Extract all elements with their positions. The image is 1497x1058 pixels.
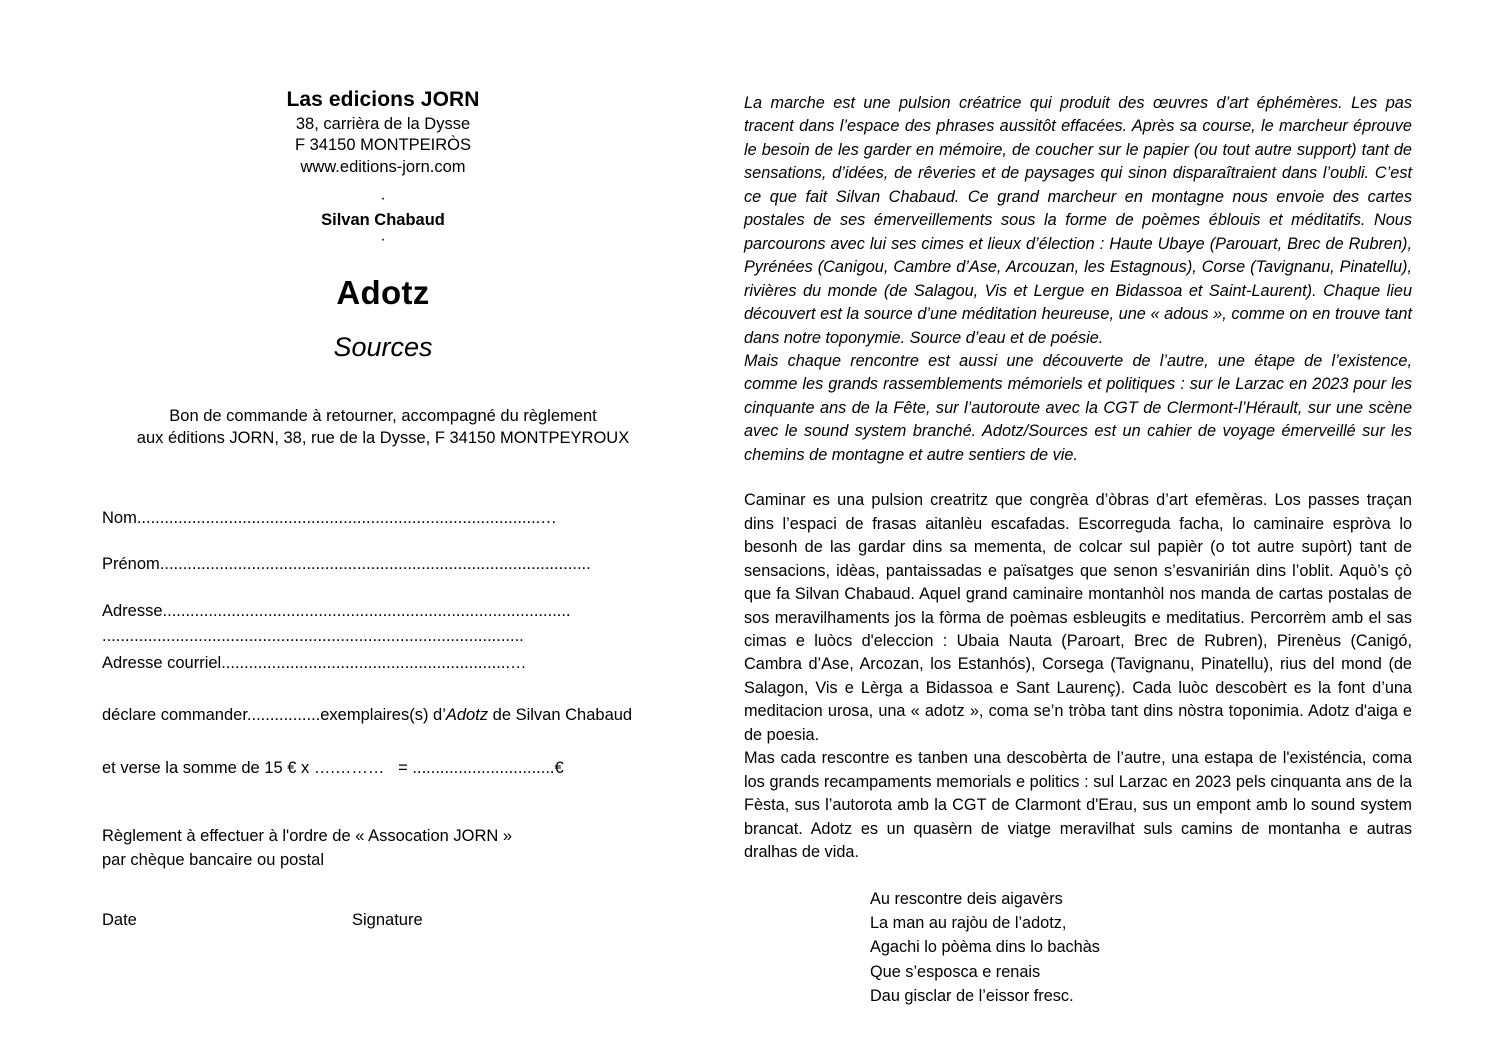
publisher-block	[78, 86, 688, 179]
paragraph-occitan-2: Mas cada rescontre es tanben una descobèrta de l’autre, una estapa de l'existéncia, coma los grands recampaments memorials e politics : sul Larzac en 2023 pels cinquanta ans de la Fèsta, sus l’autorota amb la CGT de Clarmont d'Erau, sus un empont amb lo sound system brancat. Adotz es un quasèrn de viatge meravilhat suls camins de montanha e autras dralhas de vida.	[744, 749, 1412, 862]
order-instructions	[78, 405, 688, 450]
book-subtitle: Sources	[333, 332, 433, 363]
field-adresse-continued[interactable]: ............................................................................................	[102, 626, 524, 645]
poem-line-1: Au rescontre deis aigavèrs	[870, 889, 1063, 908]
field-prenom[interactable]: Prénom..............................................................................................	[102, 555, 591, 574]
order-instructions-line-1: Bon de commande à retourner, accompagné du règlement	[169, 407, 597, 426]
paragraph-gap-1	[744, 467, 1412, 489]
publisher-address-line-1: 38, carrièra de la Dysse	[295, 114, 471, 133]
order-form-column	[78, 86, 688, 930]
date-label: Date	[102, 910, 137, 929]
declare-suffix: de Silvan Chabaud	[488, 706, 633, 725]
field-adresse[interactable]: Adresse.........................................................................................	[102, 602, 571, 621]
publisher-name: Las edicions JORN	[286, 88, 480, 111]
field-nom[interactable]: Nom........................................................................................…	[102, 508, 557, 527]
poem-block	[744, 887, 1412, 1009]
poem-line-4: Que s’esposca e renais	[870, 962, 1041, 981]
poem-line-5: Dau gisclar de l’eissor fresc.	[870, 987, 1074, 1006]
separator-dot-bottom: ·	[380, 231, 386, 249]
poem-line-3: Agachi lo pòèma dins lo bachàs	[870, 938, 1100, 957]
payment-line-1: Règlement à effectuer à l'ordre de « Assocation JORN »	[102, 826, 513, 845]
payment-instructions	[78, 825, 688, 873]
payment-line-2: par chèque bancaire ou postal	[102, 850, 324, 869]
paragraph-french-1: La marche est une pulsion créatrice qui produit des œuvres d’art éphémères. Les pas tracent dans l’espace des phrases aussitôt effacées. Après sa course, le marcheur éprouve le besoin de les garder en mémoire, de coucher sur le papier (ou tout autre support) tant de sensations, d’idées, de rêveries et de paysages qui sinon disparaîtraient dans l’oubli. C’est ce que fait Silvan Chabaud. Ce grand marcheur en montagne nous envoie des cartes postales de ses émerveillements sous la forme de poèmes éblouis et méditatifs. Nous parcourons avec lui ses cimes et lieux d’élection : Haute Ubaye (Parouart, Brec de Rubren), Pyrénées (Canigou, Cambre d’Ase, Arcouzan, les Estagnous), Corse (Tavignanu, Pinatellu), rivières du monde (de Salagou, Vis et Lergue en Bidassoa et Saint-Laurent). Chaque lieu découvert est la source d’une méditation heureuse, une « adous », comme on en trouve tant dans notre toponymie. Source d’eau et de poésie.	[744, 94, 1412, 347]
field-total-amount[interactable]: et verse la somme de 15 € x ….……… = ...............................€	[102, 759, 564, 778]
field-adresse-courriel[interactable]: Adresse courriel...............................................................…	[102, 653, 527, 672]
paragraph-french-2: Mais chaque rencontre est aussi une découverte de l’autre, une étape de l’existence, comme les grands rassemblements mémoriels et politiques : sur le Larzac en 2023 pour les cinquante ans de la Fête, sur l’autoroute avec la CGT de Clermont-l’Hérault, sur une scène avec le sound system branché. Adotz/Sources est un cahier de voyage émerveillé sur les chemins de montagne et autre sentiers de vie.	[744, 351, 1412, 464]
book-title: Adotz	[336, 274, 430, 312]
declare-prefix: déclare commander................exemplaires(s) d’	[102, 706, 446, 725]
publisher-address-line-2: F 34150 MONTPEIRÒS	[294, 136, 472, 155]
declare-book-title: Adotz	[445, 706, 489, 725]
field-declare-commander[interactable]	[102, 703, 688, 728]
separator-dot-top: ·	[380, 190, 386, 208]
date-signature-row	[78, 911, 688, 930]
signature-label: Signature	[352, 910, 423, 929]
paragraph-occitan-1: Caminar es una pulsion creatritz que congrèa d’òbras d’art efemèras. Los passes traçan dins l’espaci de frasas aitanlèu escafadas. Escorreguda facha, lo caminaire espròva lo besonh de las gardar dins sa mementa, de colcar sul papièr (o tot autre supòrt) tant de sensacions, idèas, pantaissadas e païsatges que senon s’esvanirián dins l’oblit. Aquò’s çò que fa Silvan Chabaud. Aquel grand caminaire montanhòl nos manda de cartas postalas de sos meravilhaments jos la fòrma de poèmas esbleugits e meditatius. Percorrèm amb el sas cimas e luòcs d'eleccion : Ubaia Nauta (Paroart, Brec de Rubren), Pirenèus (Canigó, Cambra d’Ase, Arcozan, los Estanhós), Corsega (Tavignanu, Pinatellu), rius del mond (de Salagon, Vis e Lèrga a Bidassoa e Sant Laurenç). Cada luòc descobèrt es la font d’una meditacion urosa, una « adotz », coma se’n tròba tant dins nòstra toponimia. Adotz d'aiga e de poesia.	[744, 491, 1412, 744]
order-instructions-line-2: aux éditions JORN, 38, rue de la Dysse, F 34150 MONTPEYROUX	[136, 429, 630, 448]
publisher-website: www.editions-jorn.com	[300, 158, 466, 177]
author-name: Silvan Chabaud	[321, 211, 445, 230]
description-column	[744, 92, 1412, 1009]
poem-line-2: La man au rajòu de l’adotz,	[870, 913, 1067, 932]
order-form-fields	[78, 506, 688, 781]
